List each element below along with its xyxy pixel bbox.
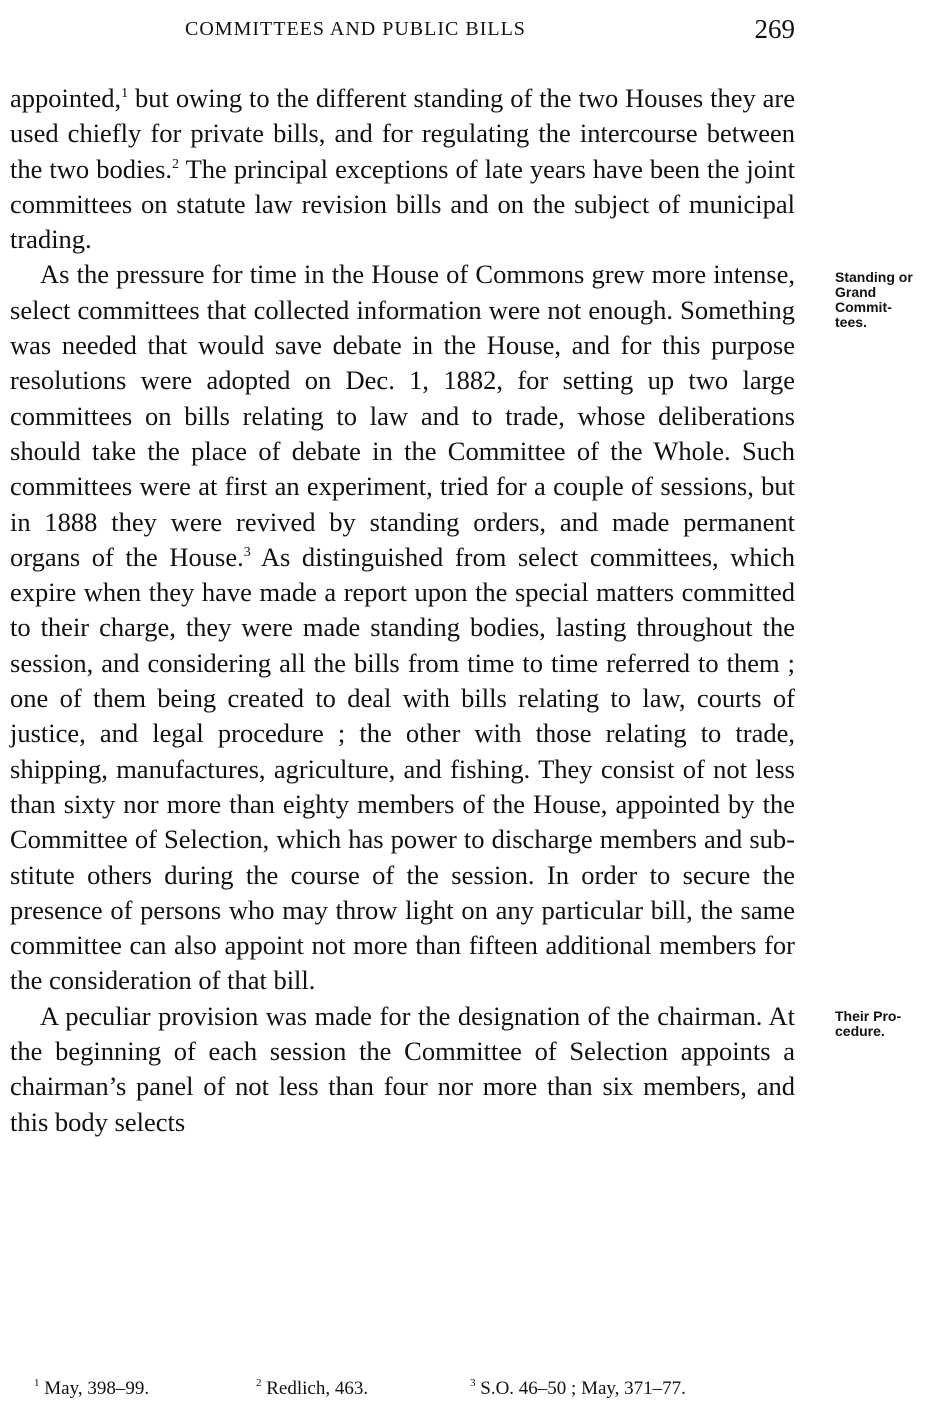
footnote-ref-3: 3 [243,544,251,560]
paragraph-1: appointed,$^1$ but owing to the different standing of the two Houses they are used chiefly for private bills, and for regulating the intercourse between the two bodies.$^2$ The principal exceptions of late years have been the joint committees on statute law revision bills and on the subject of municipal trading. [10,83,796,255]
body-text [10,81,913,1140]
footnote-ref-2: 2 [172,156,180,172]
footnote-3: $^3$ S.O. 46–50 ; May, 371–77. [470,1377,686,1399]
paragraph-2: Standing or Grand Commit- tees. As the pressure for time in the House of Commons grew more intense, select committees that collected information were not enough. Something was needed that would save debate in the House, and for this purpose resolutions were adopted on Dec. 1, 1882, for setting up two large committees on bills relating to law and to trade, whose deliberations should take the place of debate in the Committee of the Whole. Such committees were at first an experiment, tried for a couple of sessions, but in 1888 they were revived by standing orders, and made permanent organs of the House.$^3$ As distinguished from select committees, which expire when they have made a report upon the special matters committed to their charge, they were made standing bodies, lasting throughout the session, and considering all the bills from time to time referred to them ; one of them being created to deal with bills relating to law, courts of justice, and legal procedure ; the other with those relating to trade, shipping, manufactures, agriculture, and fishing. They consist of not less than sixty nor more than eighty members of the House, appointed by the Committee of Selection, which has power to discharge members and substitute others during the course of the session. In order to secure the presence of persons who may throw light on any particular bill, the same committee can also appoint not more than fifteen additional members for the consideration of that bill. [10,257,795,998]
paragraph-3: Their Pro- cedure. A peculiar provision was made for the designation of the chairman. At the beginning of each session the Committee of Selection appoints a chairman’s panel of not less than four nor more than six members, and this body selects [10,999,795,1140]
sidenote-standing-committees: Standing or Grand Commit- tees. [835,269,913,331]
page-header [10,14,795,50]
footnote-1: $^1$ May, 398–99. [34,1377,150,1399]
sidenote-procedure: Their Pro- cedure. [835,1007,902,1039]
page-number: 269 [754,14,795,44]
footnote-2: $^2$ Redlich, 463. [256,1377,369,1399]
running-head: COMMITTEES AND PUBLIC BILLS [185,18,526,40]
footnote-ref-1: 1 [121,86,129,101]
